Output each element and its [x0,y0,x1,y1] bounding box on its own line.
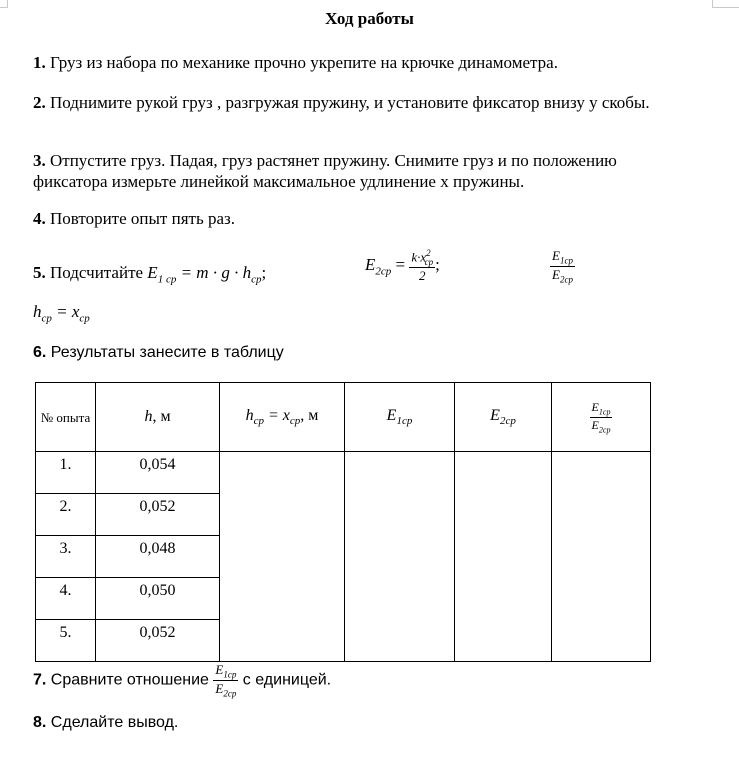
cell-h: 0,050 [96,578,220,620]
step-text-after: с единицей. [242,671,332,689]
page-title: Ход работы [325,9,414,28]
cell-number: 5. [36,620,96,662]
formula-ratio-inline: $\frac{E_{1ср}}{E_{2ср}}$ [215,662,237,699]
step-text: Поднимите рукой груз , разгружая пружину, и установите фиксатор внизу у скобы. [50,93,650,112]
step-5: 5. Подсчитайте $E_{1 ср} = m \cdot g \cdot h_{ср}$; [33,263,267,286]
cell-number: 4. [36,578,96,620]
cell-h: 0,054 [96,452,220,494]
step-text: Результаты занесите в таблицу [50,344,284,361]
step-number: 8. [33,714,47,731]
header-ratio: $\frac{E_{1ср}}{E_{2ср}}$ [552,383,651,452]
page-corner-mark-right [712,0,739,8]
step-7 [33,662,331,698]
step-number: 1. [33,53,46,72]
step-1 [33,52,693,73]
table-row [36,452,651,494]
step-number: 7. [33,671,47,689]
cell-e1-empty [345,452,455,662]
cell-h: 0,052 [96,494,220,536]
step-text: Сравните отношение [50,671,209,689]
formula-e2: $E_{2ср}$ = $\frac{k\cdot x^2_{ср}}{2}$ ; [365,248,440,283]
cell-h-avg-empty [220,452,345,662]
cell-number: 1. [36,452,96,494]
step-text: Подсчитайте [50,263,144,282]
table-header-row [36,383,651,452]
step-text: Груз из набора по механике прочно укрепите на крючке динамометра. [50,53,558,72]
formula-e1: $E_{1 ср} = m \cdot g \cdot h_{ср}$ [147,263,262,286]
step-2 [33,92,693,113]
cell-ratio-empty [552,452,651,662]
cell-e2-empty [455,452,552,662]
step-text: Повторите опыт пять раз. [50,209,235,228]
step-text: Сделайте вывод. [50,714,179,731]
header-e1: $E_{1ср}$ [345,383,455,452]
results-table [35,382,651,662]
step-number: 4. [33,209,46,228]
formula-ratio: $\frac{E_{1ср}}{E_{2ср}}$ [552,248,573,285]
cell-number: 3. [36,536,96,578]
cell-h: 0,052 [96,620,220,662]
step-4 [33,208,693,229]
step-number: 5. [33,263,46,282]
header-experiment-number: № опыта [36,383,96,452]
step-number: 3. [33,151,46,170]
cell-number: 2. [36,494,96,536]
header-h-avg: $h_{ср} = x_{ср}$, м [220,383,345,452]
step-text: Отпустите груз. Падая, груз растянет пружину. Снимите груз и по положению фиксатора измерьте линейкой максимальное удлинение x пружины. [33,151,617,191]
header-h: h, м [96,383,220,452]
step-number: 2. [33,93,46,112]
step-number: 6. [33,344,47,361]
formula-h: $h_{ср} = x_{ср}$ [33,302,90,325]
header-e2: $E_{2ср}$ [455,383,552,452]
step-8 [33,712,693,733]
cell-h: 0,048 [96,536,220,578]
step-3 [33,150,693,192]
step-6 [33,342,693,363]
page-corner-mark-left [0,0,8,8]
